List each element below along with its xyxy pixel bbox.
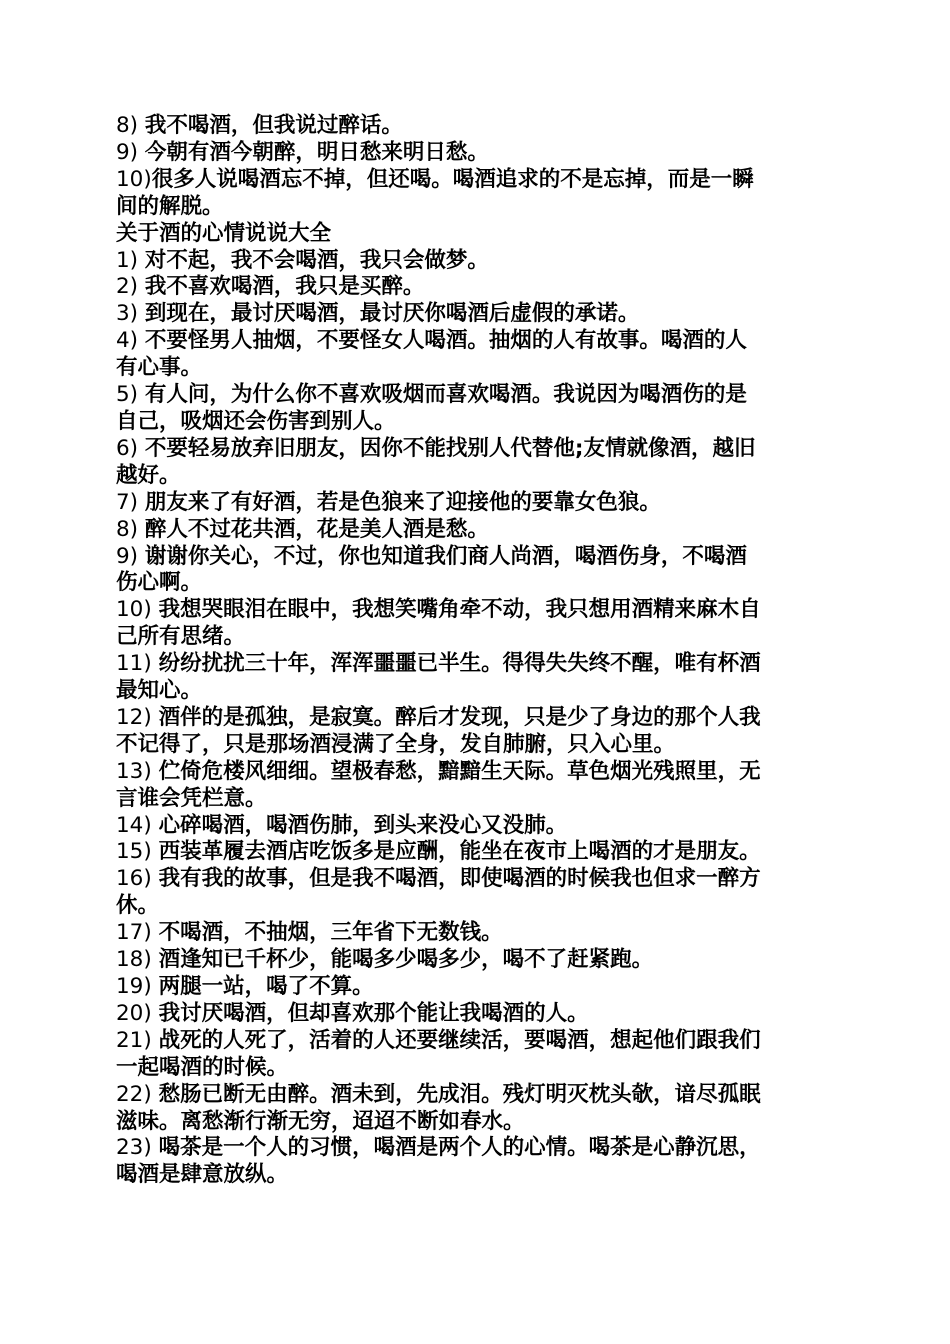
- text-line: [116, 1055, 832, 1082]
- text-line: [116, 893, 832, 920]
- text-line: [116, 813, 832, 840]
- line-number: 4): [116, 328, 145, 354]
- text-line: [116, 409, 832, 436]
- line-number: 20): [116, 1000, 159, 1026]
- line-text: 西装革履去酒店吃饭多是应酬，能坐在夜市上喝酒的才是朋友。: [158, 839, 761, 865]
- line-number: 12): [116, 704, 159, 730]
- line-text: 很多人说喝酒忘不掉，但还喝。喝酒追求的不是忘掉，而是一瞬: [151, 166, 754, 192]
- line-number: 17): [116, 920, 159, 946]
- line-text: 我不喝酒，但我说过醉话。: [144, 113, 403, 138]
- line-number: 9): [116, 139, 145, 165]
- line-text: 不要怪男人抽烟，不要怪女人喝酒。抽烟的人有故事。喝酒的人: [144, 328, 747, 354]
- line-text: 我有我的故事，但是我不喝酒，即使喝酒的时候我也但求一醉方: [158, 866, 761, 892]
- line-text: 越好。: [116, 462, 181, 488]
- text-line: [116, 221, 832, 248]
- text-line: [116, 140, 832, 167]
- line-text: 心碎喝酒，喝酒伤肺，到头来没心又没肺。: [158, 812, 568, 838]
- text-line: [116, 248, 832, 275]
- line-number: 10): [116, 597, 159, 623]
- text-line: [116, 436, 832, 463]
- line-text: 滋味。离愁渐行渐无穷，迢迢不断如春水。: [116, 1108, 525, 1134]
- text-line: [116, 355, 832, 382]
- text-line: [116, 597, 832, 624]
- line-number: 3): [116, 301, 145, 327]
- line-text: 己所有思绪。: [116, 624, 246, 650]
- text-line: [116, 301, 832, 328]
- line-number: 1): [116, 247, 145, 273]
- line-text: 不记得了，只是那场酒浸满了全身，发自肺腑，只入心里。: [116, 731, 676, 757]
- line-number: 23): [116, 1135, 159, 1161]
- text-line: [116, 678, 832, 705]
- text-line: [116, 1001, 832, 1028]
- line-number: 14): [116, 812, 159, 838]
- line-number: 2): [116, 274, 145, 300]
- line-number: 6): [116, 435, 145, 461]
- line-number: 9): [116, 543, 145, 569]
- line-text: 间的解脱。: [116, 193, 224, 219]
- text-line: [116, 328, 832, 355]
- line-text: 纷纷扰扰三十年，浑浑噩噩已半生。得得失失终不醒，唯有杯酒: [158, 651, 761, 677]
- line-text: 今朝有酒今朝醉，明日愁来明日愁。: [144, 139, 489, 165]
- line-text: 关于酒的心情说说大全: [116, 220, 332, 246]
- text-line: [116, 759, 832, 786]
- text-line: [116, 517, 832, 544]
- text-line: [116, 167, 832, 194]
- line-text: 酒伴的是孤独，是寂寞。醉后才发现，只是少了身边的那个人我: [158, 704, 761, 730]
- line-number: 7): [116, 489, 145, 515]
- line-text: 愁肠已断无由醉。酒未到，先成泪。残灯明灭枕头欹，谙尽孤眠: [158, 1081, 761, 1107]
- line-text: 酒逢知已千杯少，能喝多少喝多少，喝不了赶紧跑。: [158, 947, 654, 973]
- text-line: [116, 839, 832, 866]
- document-body: [116, 113, 832, 1189]
- text-line: [116, 786, 832, 813]
- line-text: 有人问，为什么你不喜欢吸烟而喜欢喝酒。我说因为喝酒伤的是: [144, 382, 747, 408]
- line-text: 醉人不过花共酒，花是美人酒是愁。: [144, 516, 489, 542]
- line-number: 21): [116, 1027, 159, 1053]
- text-line: [116, 974, 832, 1001]
- text-line: [116, 1135, 832, 1162]
- text-line: [116, 947, 832, 974]
- line-number: 8): [116, 113, 145, 138]
- line-number: 8): [116, 516, 145, 542]
- line-text: 到现在，最讨厌喝酒，最讨厌你喝酒后虚假的承诺。: [144, 301, 640, 327]
- text-line: [116, 1162, 832, 1189]
- text-line: [116, 705, 832, 732]
- line-text: 对不起，我不会喝酒，我只会做梦。: [144, 247, 489, 273]
- line-text: 谢谢你关心，不过，你也知道我们商人尚酒，喝酒伤身，不喝酒: [144, 543, 747, 569]
- line-text: 我讨厌喝酒，但却喜欢那个能让我喝酒的人。: [158, 1000, 589, 1026]
- text-line: [116, 732, 832, 759]
- line-text: 我不喜欢喝酒，我只是买醉。: [144, 274, 425, 300]
- line-text: 一起喝酒的时候。: [116, 1054, 289, 1080]
- line-text: 休。: [116, 893, 160, 919]
- text-line: [116, 274, 832, 301]
- text-line: [116, 651, 832, 678]
- line-number: 13): [116, 758, 159, 784]
- text-line: [116, 1082, 832, 1109]
- text-line: [116, 920, 832, 947]
- text-line: [116, 463, 832, 490]
- text-line: [116, 1028, 832, 1055]
- text-line: [116, 194, 832, 221]
- text-line: [116, 113, 832, 140]
- line-text: 不喝酒，不抽烟，三年省下无数钱。: [158, 920, 503, 946]
- text-line: [116, 490, 832, 517]
- line-number: 19): [116, 974, 159, 999]
- text-line: [116, 382, 832, 409]
- line-text: 喝茶是一个人的习惯，喝酒是两个人的心情。喝茶是心静沉思，: [158, 1135, 761, 1161]
- line-number: 18): [116, 947, 159, 973]
- line-text: 最知心。: [116, 678, 203, 704]
- line-text: 伫倚危楼风细细。望极春愁，黯黯生天际。草色烟光残照里，无: [158, 758, 761, 784]
- line-text: 朋友来了有好酒，若是色狼来了迎接他的要靠女色狼。: [144, 489, 661, 515]
- line-text: 言谁会凭栏意。: [116, 785, 267, 811]
- line-text: 喝酒是肆意放纵。: [116, 1162, 289, 1188]
- line-number: 10): [116, 166, 152, 192]
- line-text: 有心事。: [116, 355, 203, 381]
- text-line: [116, 866, 832, 893]
- text-line: [116, 570, 832, 597]
- line-text: 战死的人死了，活着的人还要继续活，要喝酒，想起他们跟我们: [158, 1027, 761, 1053]
- line-number: 22): [116, 1081, 159, 1107]
- line-text: 伤心啊。: [116, 570, 203, 596]
- line-number: 5): [116, 382, 145, 408]
- text-line: [116, 544, 832, 571]
- text-line: [116, 624, 832, 651]
- line-text: 我想哭眼泪在眼中，我想笑嘴角牵不动，我只想用酒精来麻木自: [158, 597, 761, 623]
- text-line: [116, 1109, 832, 1136]
- line-text: 不要轻易放弃旧朋友，因你不能找别人代替他;友情就像酒，越旧: [144, 435, 756, 461]
- line-text: 自己，吸烟还会伤害到别人。: [116, 408, 396, 434]
- line-number: 11): [116, 651, 159, 677]
- line-number: 16): [116, 866, 159, 892]
- line-number: 15): [116, 839, 159, 865]
- line-text: 两腿一站，喝了不算。: [158, 974, 374, 999]
